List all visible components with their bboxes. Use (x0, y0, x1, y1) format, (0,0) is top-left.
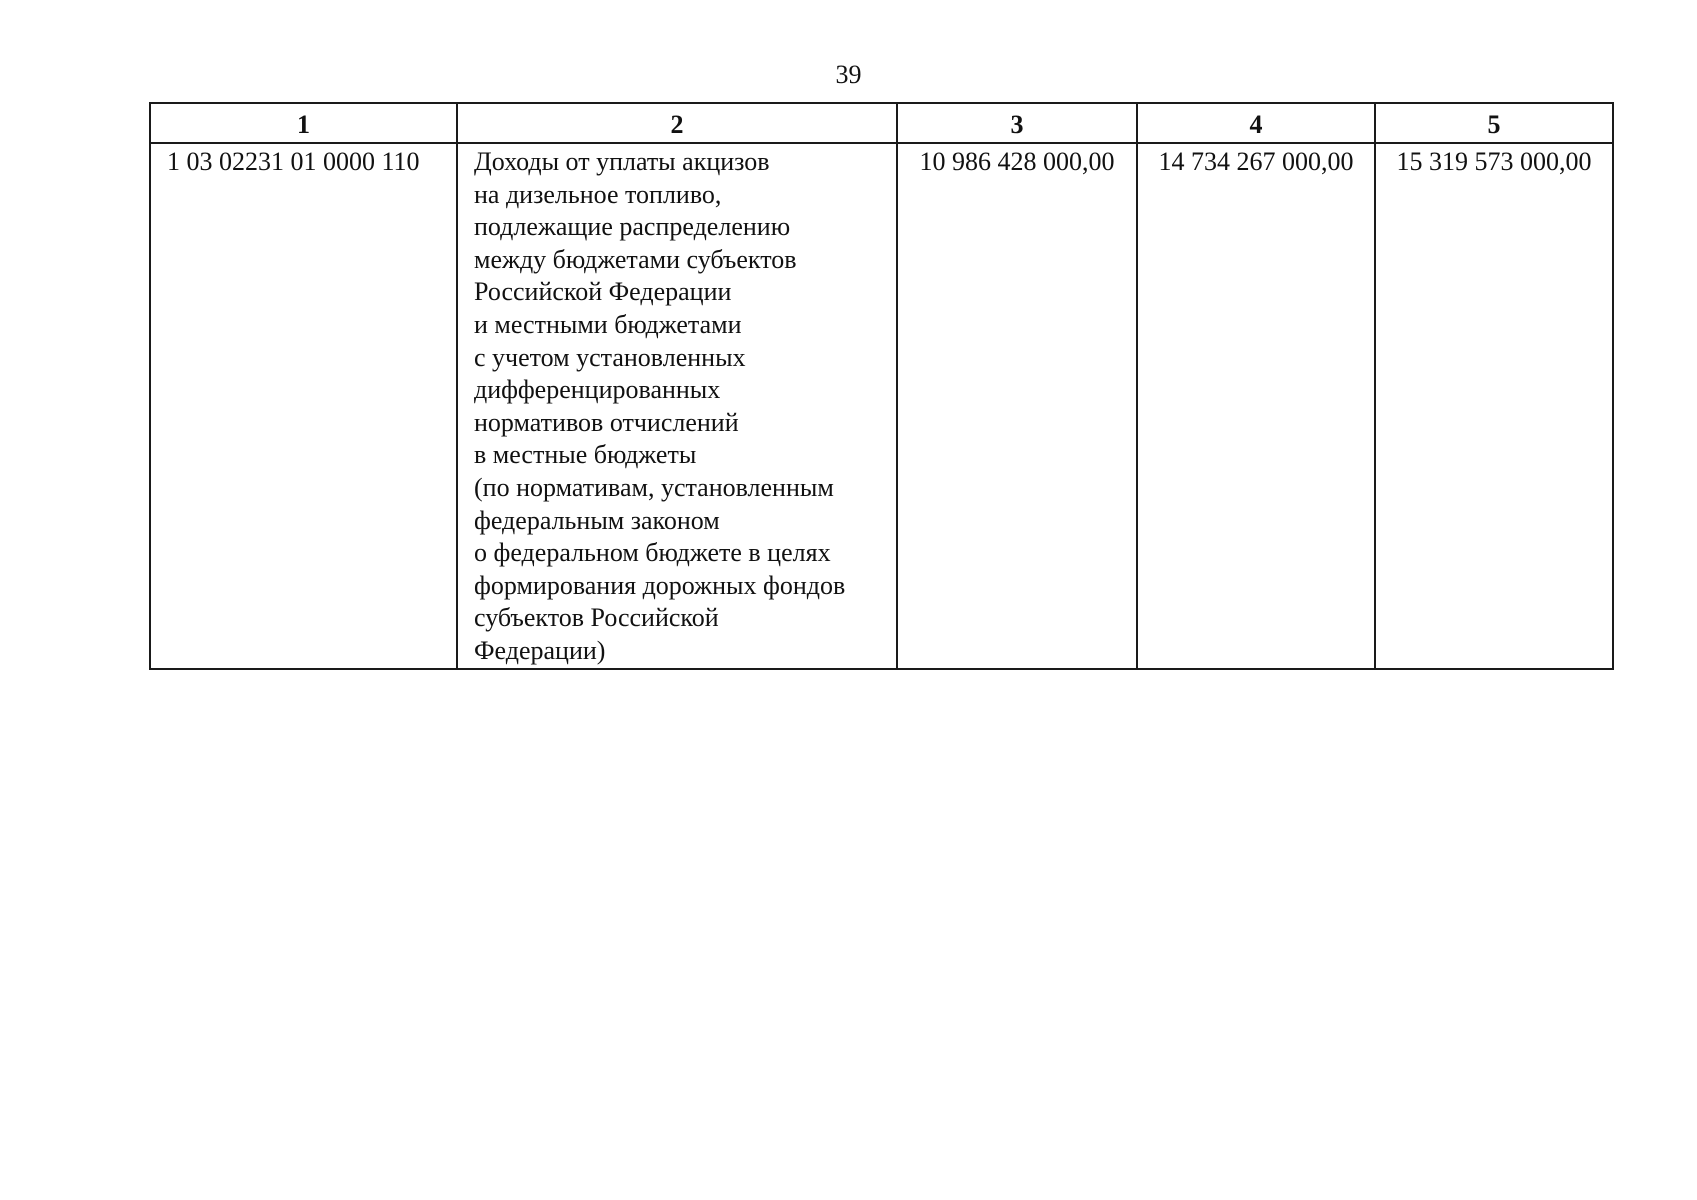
description-line: Федерации) (474, 635, 606, 665)
description-line: нормативов отчислений (474, 407, 739, 437)
budget-table (149, 102, 1614, 670)
description-line: Российской Федерации (474, 277, 732, 307)
column-header-1: 1 (150, 103, 457, 143)
description-line: подлежащие распределению (474, 212, 791, 242)
revenue-description (457, 143, 897, 669)
table-row (150, 143, 1613, 669)
budget-classification-code: 1 03 02231 01 0000 110 (150, 143, 457, 669)
description-line: в местные бюджеты (474, 440, 697, 470)
column-header-3: 3 (897, 103, 1137, 143)
column-header-5: 5 (1375, 103, 1613, 143)
header-row (150, 103, 1613, 143)
description-line: формирования дорожных фондов (474, 570, 846, 600)
column-header-4: 4 (1137, 103, 1375, 143)
description-line: между бюджетами субъектов (474, 244, 797, 274)
description-line: на дизельное топливо, (474, 179, 722, 209)
description-line: с учетом установленных (474, 342, 746, 372)
description-line: о федеральном бюджете в целях (474, 538, 831, 568)
description-line: субъектов Российской (474, 603, 719, 633)
amount-column-5: 15 319 573 000,00 (1375, 143, 1613, 669)
column-header-2: 2 (457, 103, 897, 143)
description-line: Доходы от уплаты акцизов (474, 147, 770, 176)
amount-column-3: 10 986 428 000,00 (897, 143, 1137, 669)
description-line: и местными бюджетами (474, 309, 742, 339)
description-line: дифференцированных (474, 375, 721, 405)
amount-column-4: 14 734 267 000,00 (1137, 143, 1375, 669)
description-line: (по нормативам, установленным (474, 472, 834, 502)
description-line: федеральным законом (474, 505, 720, 535)
page-number: 39 (835, 60, 862, 89)
